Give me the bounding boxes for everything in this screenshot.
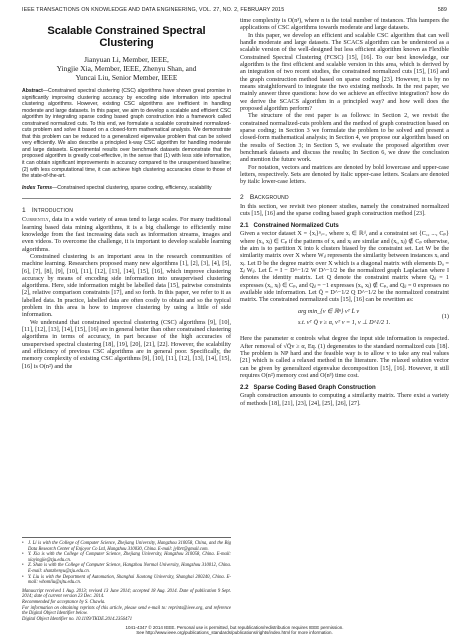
- section-2-intro: In this section, we revisit two pioneer studies, namely the constrained normalized cuts [15], [16] and the sparse coding based graph construction method [23].: [240, 203, 449, 217]
- journal-header: IEEE TRANSACTIONS ON KNOWLEDGE AND DATA ENGINEERING, VOL. 27, NO. 2, FEBRUARY 2015: [22, 7, 285, 13]
- footnote-affiliation: • Y. Xia is with the College of Computer Science, Zhejiang University, Hangzhou 310058, China. E-mail: xiayingjie@zju.edu.cn.: [22, 552, 231, 563]
- intro-paragraph-3: We understand that constrained spectral clustering (CSC) algorithms [9], [10], [11], [12], [13], [14], [15], [16] are in general better than other constrained clustering algorithms in terms of accuracy, in part because of the high accuracies of unsupervised spectral clustering [18], [19], [20], [21], [22]. However, the scalability and efficiency of previous CSC algorithms are in general poor. Specifically, the memory complexity of existing CSC algorithms [9], [10], [11], [12], [13], [14], [15], [16] is O(n²) and the: [22, 319, 231, 370]
- equation-constraints: s.t. vᵀ Q̄ v ≥ α, vᵀ v = 1, v ⊥ D^1/2 1.: [298, 319, 391, 327]
- subsection-2-2-paragraph-1: Graph construction amounts to computing a similarity matrix. There exist a variety of methods [18], [21], [23], [24], [25], [26], [27].: [240, 393, 449, 407]
- footnote-affiliation: • Z. Shan is with the College of Computer Science, Hangzhou Normal University, Hangzhou 310012, China. E-mail: shanzhenyu@zju.edu.cn.: [22, 563, 231, 574]
- abstract-label: Abstract: [22, 88, 43, 94]
- intro-paragraph-1-text: , data in a wide variety of areas tend to large scales. For many traditional learning based data mining algorithms, it is a big challenge to efficiently mine knowledge from the fast increasing data such as information streams, images and even videos. To overcome the challenge, it is important to develop scalable learning algorithms.: [22, 217, 231, 253]
- index-terms: [22, 185, 231, 192]
- authors-line-3: Yuncai Liu, Senior Member, IEEE: [75, 73, 178, 82]
- right-paragraph-1: time complexity is O(n³), where n is the total number of instances. This hampers the applications of CSC algorithms towards moderate and large datasets.: [240, 18, 449, 32]
- section-2-heading: [240, 194, 449, 201]
- copyright-line-2: See http://www.ieee.org/publications_standards/publications/rights/index.html for more information.: [136, 630, 333, 636]
- copyright-line-1: 1041-4347 © 2014 IEEE. Personal use is permitted, but republication/redistribution requires IEEE permission.: [125, 625, 344, 630]
- paper-title: Scalable Constrained Spectral Clustering: [47, 25, 206, 49]
- subsection-2-2-title: Sparse Coding Based Graph Construction: [253, 384, 376, 392]
- footnote-rule: [22, 537, 231, 538]
- subsection-2-1-heading: [240, 222, 449, 229]
- intro-paragraph-2: Constrained clustering is an important area in the research communities of machine learning. Researchers proposed many new algorithms [1], [2], [3], [4], [5], [6], [7], [8], [9], [10], [11], [12], [13], [14], [15], [16], which improve clustering accuracy by means of encoding side information into unsupervised clustering algorithms. Here, side information might be labelled data [15], pairwise constraints [2], relative comparison constraints [17], and so forth. In this paper, we refer to it as labelled data. In practice, labelled data are often costly to obtain and so the typical problem in this area is how to improve clustering by using a little of side information.: [22, 253, 231, 319]
- section-2-number: 2: [240, 193, 244, 201]
- equation-number: (1): [441, 313, 449, 321]
- right-paragraph-4: For notation, vectors and matrices are denoted by bold lowercase and upper-case letters, respectively. Sets are denoted by italic upper-case letters. Scalars are denoted by italic lower-case letters.: [240, 164, 449, 186]
- reprints-note: For information on obtaining reprints of this article, please send e-mail to: reprints@ieee.org, and reference the Digital Object Identifier below.: [22, 605, 231, 617]
- intro-paragraph-1: [22, 217, 231, 254]
- footnote-affiliation: • J. Li is with the College of Computer Science, Zhejiang University, Hangzhou 310058, China, and the Big Data Research Center of Enjoyor Co Ltd, Hangzhou 310030, China. E-mail: jylbrt@gmail.com.: [22, 541, 231, 552]
- section-2-title: Background: [249, 193, 289, 201]
- page-number: 589: [437, 7, 447, 13]
- abstract-divider: [22, 198, 231, 199]
- left-column: [22, 18, 231, 371]
- right-paragraph-3: The structure of the rest paper is as follows: in Section 2, we revisit the constrained normalized-cuts problem and the method of graph construction based on sparse coding; in Section 3 we formulate the problem to be solved and present a closed-form mathematical analysis; in Section 4, we propose our algorithm based on the results of Section 3; in Section 5, we evaluate the proposed algorithm over benchmark datasets and discuss the results; In Section 6, we draw the conclusion and mention the future work.: [240, 113, 449, 164]
- author-block: [22, 55, 231, 82]
- running-head: [22, 7, 447, 16]
- section-1-heading: [22, 207, 231, 214]
- abstract: [22, 88, 231, 180]
- manuscript-received: Manuscript received 1 Aug. 2013; revised 13 June 2014; accepted 18 Aug. 2014. Date of publication 9 Sept. 2014; date of current version 23 Dec. 2014.: [22, 588, 231, 600]
- index-terms-label: Index Terms: [22, 184, 53, 191]
- right-paragraph-2: In this paper, we develop an efficient and scalable CSC algorithm that can well handle moderate and large datasets. The SCACS algorithm can be understood as a scalable version of the well-designed but less efficient algorithm known as Flexible Constrained Spectral Clustering (FCSC) [15], [16]. To our best knowledge, our algorithm is the first efficient and scalable version in this area, which is derived by an integration of two recent studies, the constrained normalized cuts [15], [16] and the graph construction method based on sparse coding [23]. However, it is by no means straightforward to integrate the two existing methods. In the rest paper, we mainly answer three questions: how do we achieve an effective integration? how do we derive the SCACS algorithm in a principled way? and how well does the proposed algorithm perform?: [240, 32, 449, 112]
- abstract-text: —Constrained spectral clustering (CSC) algorithms have shown great promise in significantly improving clustering accuracy by encoding side information into spectral clustering algorithms. However, existing CSC algorithms are inefficient in handling moderate and large datasets. In this paper, we aim to develop a scalable and efficient CSC algorithm by integrating sparse coding based graph construction into a framework called constrained normalized cuts. To this end, we formulate a scalable constrained normalized-cuts problem and solve it based on a closed-form mathematical analysis. We demonstrate that this problem can be reduced to a generalized eigenvalue problem that can be solved very efficiently. We also describe a principled k-way CSC algorithm for handling moderate and large datasets. Experimental results over benchmark datasets demonstrate that the proposed algorithm is greatly cost-effective, in the sense that (1) with less side information, it can obtain significant improvements in accuracy compared to the unsupervised baseline; (2) with less computational time, it can achieve high clustering accuracies close to those of the state-of-the-art.: [22, 88, 231, 180]
- section-1-title: Introduction: [31, 207, 74, 215]
- index-terms-text: —Constrained spectral clustering, sparse coding, efficiency, scalability: [52, 184, 212, 191]
- subsection-2-1-paragraph-2: Here the parameter α controls what degree the input side information is respected. After removal of √Q̄v ≥ α, Eq. (1) degenerates to the standard normalized cuts [18]. The problem is NP hard and the feasible way is to allow v to take any real values [21] which is called a relaxed method in the literature. The relaxed solution vector can be given by generalized eigenvalue decomposition [15], [16]. However, it still requires O(n²) memory cost and O(n³) time cost.: [240, 336, 449, 380]
- subsection-2-2-heading: [240, 384, 449, 391]
- equation-objective: arg min_{v ∈ ℝⁿ} vᵀ L̄ v: [298, 308, 360, 316]
- authors-line-2: Yingjie Xia, Member, IEEE, Zhenyu Shan, and: [56, 64, 197, 73]
- subsection-2-1-number: 2.1: [240, 222, 249, 230]
- footnote-affiliation: • Y. Liu is with the Department of Automation, Shanghai Jiaotong University, Shanghai 200240, China. E-mail: whomliu@sjtu.edu.cn.: [22, 574, 231, 586]
- doi: Digital Object Identifier no. 10.1109/TKDE.2014.2356471: [22, 616, 133, 622]
- subsection-2-1-paragraph-1: Given a vector dataset X = {xᵢ}ⁿᵢ₌₁ where xᵢ ∈ ℝᵈ, and a constraint set {C₁, ..., Cₚ} where (xᵢ, xⱼ) ∈ Cₚ if the patterns of xᵢ and xⱼ are similar and (xᵢ, xⱼ) ∉ Cₚ otherwise, the aim is to partition X into k clusters biased by the constraint set. Let W be the similarity matrix over X where Wᵢⱼ represents the similarity between instances xᵢ and xⱼ. Let D be the degree matrix over X which is a diagonal matrix with elements Dᵢᵢ = Σⱼ Wᵢⱼ. Let L̄ = I − D^−1/2 W D^−1/2 be the normalized graph Laplacian where I denotes the identity matrix. Let Q denote the constraint matrix where Qᵢⱼ = 1 expresses (xᵢ, xⱼ) ∈ Cₚ, and Qᵢⱼ = −1 expresses (xᵢ, xⱼ) ∉ Cₚ, and Qᵢⱼ = 0 expresses no available side information. Let Q̄ = D^−1/2 Q D^−1/2 be the normalized constraint matrix. The constrained normalized cuts [15], [16] can be rewritten as:: [240, 231, 449, 304]
- subsection-2-1-title: Constrained Normalized Cuts: [253, 222, 339, 230]
- right-column: [240, 18, 449, 408]
- authors-line-1: Jianyuan Li, Member, IEEE,: [84, 55, 169, 64]
- intro-lead-word: Currently: [22, 217, 49, 224]
- recommended-for-acceptance: Recommended for acceptance by S. Chawla.: [22, 599, 106, 605]
- publication-metadata: [22, 589, 231, 623]
- footnotes: [22, 537, 231, 622]
- copyright-footer: [22, 625, 447, 636]
- subsection-2-2-number: 2.2: [240, 384, 249, 392]
- equation-1: [240, 307, 449, 333]
- section-1-number: 1: [22, 207, 26, 215]
